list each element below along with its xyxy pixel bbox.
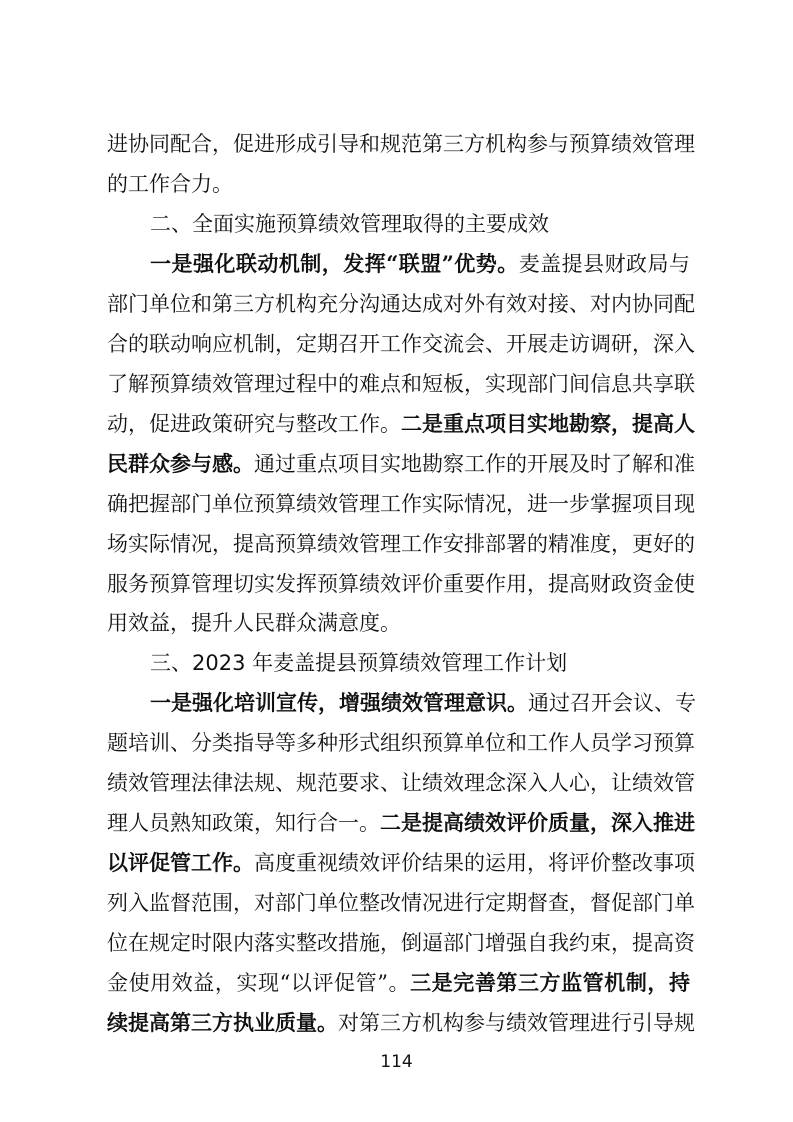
body-line: 进协同配合，促进形成引导和规范第三方机构参与预算绩效管理 (107, 132, 695, 156)
body-text: 高度重视绩效评价结果的运用，将评价整改事项 (254, 851, 695, 875)
page-number: 114 (380, 1052, 413, 1072)
body-line: 列入监督范围，对部门单位整改情况进行定期督查，督促部门单 (107, 891, 695, 915)
body-line (107, 849, 695, 877)
body-line (150, 250, 690, 278)
body-text: 通过重点项目实地勘察工作的开展及时了解和准 (254, 452, 695, 476)
body-text: 对第三方机构参与绩效管理进行引导规 (338, 1011, 695, 1035)
body-line (107, 450, 695, 478)
bold-lead: 续提高第三方执业质量。 (107, 1010, 338, 1035)
body-line: 确把握部门单位预算绩效管理工作实际情况，进一步掌握项目现 (107, 492, 695, 516)
body-text: 通过召开会议、专 (528, 691, 696, 715)
bold-lead: 民群众参与感。 (107, 451, 254, 476)
body-line (107, 1009, 695, 1037)
body-line: 绩效管理法律法规、规范要求、让绩效理念深入人心，让绩效管 (107, 771, 695, 795)
body-line: 场实际情况，提高预算绩效管理工作安排部署的精准度，更好的 (107, 532, 695, 556)
section-heading: 二、全面实施预算绩效管理取得的主要成效 (150, 212, 549, 236)
bold-lead: 三是完善第三方监管机制，持 (410, 970, 690, 995)
bold-lead: 一是强化联动机制，发挥“联盟”优势。 (150, 251, 519, 276)
body-text: 动，促进政策研究与整改工作。 (107, 412, 401, 436)
body-text: 麦盖提县财政局与 (518, 252, 690, 276)
body-line: 的工作合力。 (107, 172, 233, 196)
body-line (107, 969, 690, 997)
bold-lead: 以评促管工作。 (107, 850, 254, 875)
body-line (150, 689, 696, 717)
section-heading: 三、2023 年麦盖提县预算绩效管理工作计划 (150, 651, 568, 675)
body-line: 了解预算绩效管理过程中的难点和短板，实现部门间信息共享联 (107, 372, 695, 396)
body-line (107, 809, 695, 837)
body-line: 题培训、分类指导等多种形式组织预算单位和工作人员学习预算 (107, 731, 695, 755)
body-line (107, 410, 695, 438)
body-line: 部门单位和第三方机构充分沟通达成对外有效对接、对内协同配 (107, 292, 695, 316)
bold-lead: 一是强化培训宣传，增强绩效管理意识。 (150, 690, 528, 715)
bold-lead: 二是提高绩效评价质量，深入推进 (380, 810, 695, 835)
body-line: 服务预算管理切实发挥预算绩效评价重要作用，提高财政资金使 (107, 572, 695, 596)
body-line: 合的联动响应机制，定期召开工作交流会、开展走访调研，深入 (107, 332, 695, 356)
body-text: 理人员熟知政策，知行合一。 (107, 811, 380, 835)
body-line: 用效益，提升人民群众满意度。 (107, 611, 401, 635)
body-text: 金使用效益，实现“以评促管”。 (107, 971, 411, 995)
body-line: 位在规定时限内落实整改措施，倒逼部门增强自我约束，提高资 (107, 931, 695, 955)
bold-lead: 二是重点项目实地勘察，提高人 (401, 411, 695, 436)
